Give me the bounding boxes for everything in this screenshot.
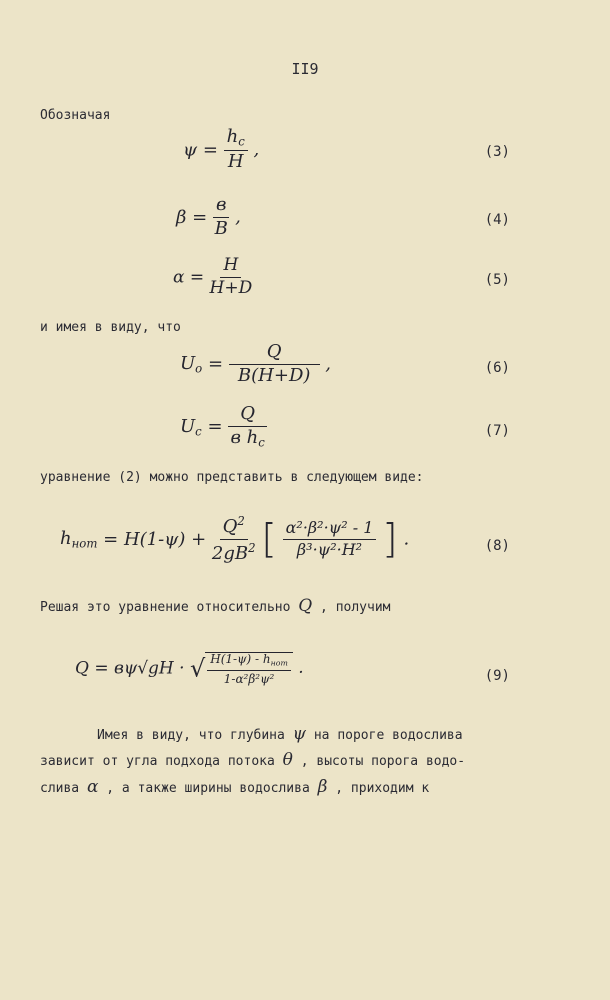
eq4-fraction	[213, 196, 229, 239]
eq6-fraction	[229, 343, 320, 386]
eq8-numerator: $Q^2$	[220, 515, 248, 540]
eq9-sqrt-sign: √	[189, 654, 206, 683]
eq9-lhs: Q = вψ√gH ·	[75, 658, 185, 679]
paragraph-line-3: слива α , а также ширины водослива β , приходим к	[40, 777, 430, 797]
eq3-numerator: $h_c$	[224, 128, 248, 151]
eq4-label: (4)	[484, 212, 510, 228]
eq8-fraction	[212, 515, 256, 564]
eq3-lhs: ψ =	[183, 139, 218, 161]
eq6-tail: ,	[325, 353, 332, 375]
eq3-tail: ,	[253, 138, 260, 160]
eq3-denominator: H	[227, 150, 244, 172]
equation-3	[183, 128, 259, 172]
eq4-lhs: β =	[176, 206, 208, 228]
eq3-fraction	[224, 128, 248, 172]
eq6-lhs: $U_o$	[180, 353, 203, 376]
eq4-tail: ,	[235, 206, 241, 228]
eq6-denominator: B(H+D)	[237, 364, 311, 386]
given-text: и имея в виду, что	[40, 320, 181, 335]
eq7-denominator: в $h_c$	[230, 426, 265, 450]
equation-7	[180, 405, 267, 449]
page-number: II9	[291, 60, 319, 78]
alpha-symbol: α	[86, 777, 99, 797]
eq9-denominator: 1-α²β²ψ²	[223, 671, 275, 686]
eq9-tail: .	[298, 658, 304, 679]
eq5-denominator: H+D	[209, 277, 253, 298]
eq6-label: (6)	[484, 360, 510, 376]
eq9-numerator: $H(1-\psi) - h_{нот}$	[207, 653, 291, 671]
eq6-equals: =	[207, 353, 224, 375]
equation-6	[180, 343, 331, 386]
solve-text-a: Решая это уравнение относительно	[40, 600, 291, 615]
eq8-tail: .	[403, 528, 410, 550]
eq6-numerator: Q	[229, 343, 320, 365]
eq8-right-bracket: ]	[382, 516, 398, 563]
eq4-denominator: B	[214, 217, 228, 239]
eq8-lhs: $h_{нот}$	[60, 528, 98, 551]
eq5-fraction	[210, 257, 253, 298]
eq7-equals: =	[207, 415, 223, 437]
eq7-numerator: Q	[228, 405, 267, 427]
eq8-middle: = H(1-ψ) +	[103, 528, 207, 550]
eq4-numerator: в	[213, 196, 229, 218]
eq5-numerator: H	[220, 257, 241, 278]
paragraph-line-2: зависит от угла подхода потока θ , высоты порога водо-	[40, 750, 466, 770]
equation-9	[75, 652, 304, 685]
eq8-denominator: $2gB^2$	[211, 540, 256, 564]
beta-symbol: β	[317, 777, 328, 797]
eq5-label: (5)	[484, 272, 510, 288]
eq8-left-bracket: [	[261, 516, 277, 563]
solve-symbol: Q	[298, 596, 313, 616]
equation-4	[176, 196, 241, 239]
equation-8	[60, 515, 409, 564]
eq3-label: (3)	[484, 144, 510, 160]
eq9-fraction	[207, 653, 291, 685]
eq9-label: (9)	[484, 668, 510, 684]
paragraph-line-1: Имея в виду, что глубина ψ на пороге водослива	[97, 724, 463, 744]
intro-text: Обозначая	[40, 108, 111, 123]
eq8-inner-denominator: β³·ψ²·H²	[296, 539, 363, 559]
eq8-inner-fraction	[283, 520, 377, 559]
eq9-sqrt-content	[205, 652, 293, 685]
eq7-label: (7)	[484, 423, 510, 439]
eq7-fraction	[228, 405, 267, 449]
eq8-inner-numerator: α²·β²·ψ² - 1	[283, 520, 377, 540]
solve-text-b: , получим	[320, 600, 391, 615]
eq8-label: (8)	[484, 538, 510, 554]
eq7-lhs: $U_c$	[180, 415, 202, 439]
eq5-lhs: α =	[173, 267, 205, 288]
solve-text	[40, 596, 391, 616]
psi-symbol: ψ	[292, 724, 307, 744]
equation-5	[173, 257, 252, 298]
theta-symbol: θ	[282, 750, 293, 770]
eq2-intro-text: уравнение (2) можно представить в следующем виде:	[40, 470, 424, 485]
